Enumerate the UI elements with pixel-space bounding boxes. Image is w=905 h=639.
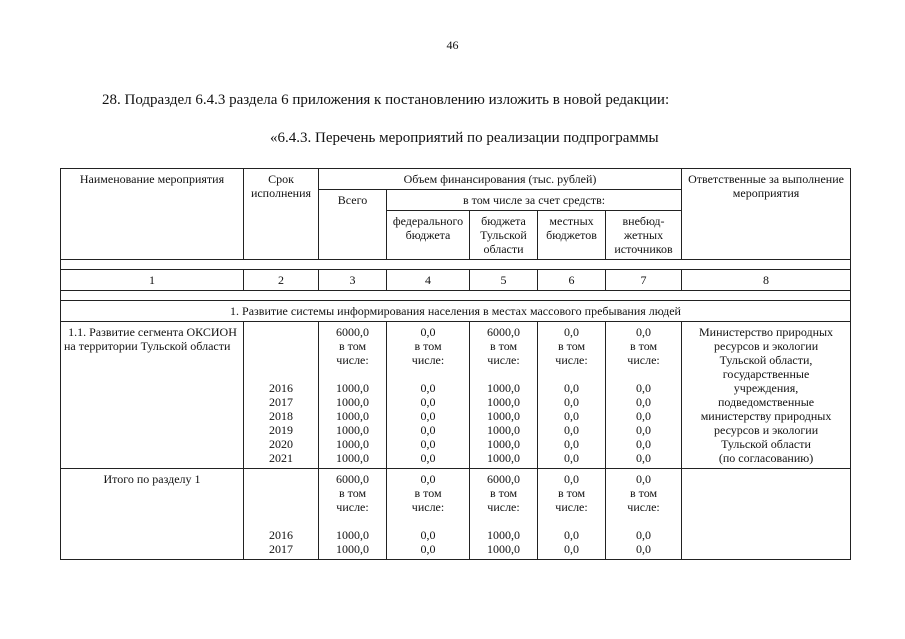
year-value: 0,0 xyxy=(420,423,436,437)
including-note: числе: xyxy=(411,500,445,514)
col-number: 5 xyxy=(470,270,538,291)
years-cell xyxy=(244,469,319,560)
year-value: 0,0 xyxy=(420,381,436,395)
including-note: в том xyxy=(489,486,518,500)
year-value: 1000,0 xyxy=(487,451,520,465)
header-funding: Объем финансирования (тыс. рублей) xyxy=(319,169,682,190)
year-value: 1000,0 xyxy=(336,437,369,451)
activities-table xyxy=(60,168,851,560)
year: 2018 xyxy=(269,409,293,423)
including-note: в том xyxy=(414,339,442,353)
year-value: 0,0 xyxy=(420,528,436,542)
year-value: 0,0 xyxy=(564,381,579,395)
col-number: 8 xyxy=(682,270,851,291)
year-value: 0,0 xyxy=(420,437,436,451)
section-title: 1. Развитие системы информирования населения в местах массового пребывания людей xyxy=(61,301,851,322)
year-value: 0,0 xyxy=(420,409,436,423)
year-value: 0,0 xyxy=(420,395,436,409)
sum-value: 0,0 xyxy=(636,472,652,486)
header-local: местных бюджетов xyxy=(538,211,606,260)
responsible-cell-empty xyxy=(682,469,851,560)
including-note: числе: xyxy=(487,353,520,367)
year: 2020 xyxy=(269,437,293,451)
header-responsible: Ответственные за выполнение мероприятия xyxy=(682,169,851,260)
year-value: 1000,0 xyxy=(336,451,369,465)
federal-cell xyxy=(387,469,470,560)
years-cell xyxy=(244,322,319,469)
section-heading: «6.4.3. Перечень мероприятий по реализации подпрограммы xyxy=(270,130,659,146)
including-note: в том xyxy=(489,339,518,353)
including-note: числе: xyxy=(555,500,588,514)
sum-value: 6000,0 xyxy=(336,472,369,486)
col-number: 7 xyxy=(606,270,682,291)
including-note: в том xyxy=(629,486,658,500)
year-value: 0,0 xyxy=(636,381,652,395)
year-value: 1000,0 xyxy=(336,528,369,542)
federal-cell xyxy=(387,322,470,469)
year-value: 0,0 xyxy=(636,409,652,423)
year-value: 1000,0 xyxy=(336,423,369,437)
year: 2017 xyxy=(269,542,293,556)
year-value: 0,0 xyxy=(636,395,652,409)
sum-value: 0,0 xyxy=(420,472,436,486)
year-value: 0,0 xyxy=(564,423,579,437)
including-note: числе: xyxy=(336,500,369,514)
year: 2017 xyxy=(269,395,293,409)
year-value: 1000,0 xyxy=(336,395,369,409)
sum-value: 0,0 xyxy=(420,325,436,339)
numbers-gap xyxy=(61,291,851,301)
regional-cell xyxy=(470,322,538,469)
year-value: 0,0 xyxy=(636,423,652,437)
year-value: 1000,0 xyxy=(487,542,520,556)
including-note: в том xyxy=(414,486,442,500)
local-cell xyxy=(538,469,606,560)
extra-cell xyxy=(606,322,682,469)
sum-value: 0,0 xyxy=(564,325,579,339)
table-row xyxy=(61,322,851,469)
year-value: 0,0 xyxy=(636,542,652,556)
year-value: 0,0 xyxy=(564,542,579,556)
year-value: 0,0 xyxy=(636,528,652,542)
year: 2019 xyxy=(269,423,293,437)
including-note: в том xyxy=(338,486,367,500)
year-value: 0,0 xyxy=(564,409,579,423)
regional-cell xyxy=(470,469,538,560)
including-note: в том xyxy=(629,339,658,353)
table-row xyxy=(61,469,851,560)
sum-value: 6000,0 xyxy=(336,325,369,339)
year: 2021 xyxy=(269,451,293,465)
including-note: в том xyxy=(338,339,367,353)
year-value: 0,0 xyxy=(420,542,436,556)
header-term: Срок исполнения xyxy=(244,169,319,260)
including-note: числе: xyxy=(627,353,660,367)
year-value: 0,0 xyxy=(564,451,579,465)
including-note: числе: xyxy=(336,353,369,367)
amendment-paragraph: 28. Подраздел 6.4.3 раздела 6 приложения к постановлению изложить в новой редакции: xyxy=(102,92,670,108)
col-number: 6 xyxy=(538,270,606,291)
year-value: 0,0 xyxy=(420,451,436,465)
year-value: 0,0 xyxy=(564,437,579,451)
year-value: 0,0 xyxy=(636,437,652,451)
sum-value: 0,0 xyxy=(636,325,652,339)
including-note: числе: xyxy=(411,353,445,367)
extra-cell xyxy=(606,469,682,560)
col-number: 4 xyxy=(387,270,470,291)
including-note: числе: xyxy=(555,353,588,367)
total-label: Итого по разделу 1 xyxy=(61,469,244,560)
header-federal: федерального бюджета xyxy=(387,211,470,260)
sum-value: 6000,0 xyxy=(487,325,520,339)
year-value: 1000,0 xyxy=(487,395,520,409)
col-number: 1 xyxy=(61,270,244,291)
year-value: 1000,0 xyxy=(487,528,520,542)
col-number: 3 xyxy=(319,270,387,291)
sum-value: 0,0 xyxy=(564,472,579,486)
year: 2016 xyxy=(269,381,293,395)
year-value: 0,0 xyxy=(636,451,652,465)
header-regional: бюджета Тульской области xyxy=(470,211,538,260)
year-value: 1000,0 xyxy=(336,542,369,556)
year-value: 1000,0 xyxy=(487,423,520,437)
header-gap xyxy=(61,260,851,270)
total-cell xyxy=(319,469,387,560)
year-value: 1000,0 xyxy=(336,409,369,423)
header-including: в том числе за счет средств: xyxy=(387,190,682,211)
header-name: Наименование мероприятия xyxy=(61,169,244,260)
col-number: 2 xyxy=(244,270,319,291)
year-value: 1000,0 xyxy=(336,381,369,395)
responsible-cell: Министерство природных ресурсов и экологии Тульской области, государственные учреждения, подведомственные министерству природных ресурсов и экологии Тульской области (по согласованию) xyxy=(682,322,851,469)
year: 2016 xyxy=(269,528,293,542)
total-cell xyxy=(319,322,387,469)
including-note: числе: xyxy=(487,500,520,514)
header-extra: внебюд-жетных источников xyxy=(606,211,682,260)
sum-value: 6000,0 xyxy=(487,472,520,486)
including-note: в том xyxy=(557,486,586,500)
including-note: в том xyxy=(557,339,586,353)
year-value: 0,0 xyxy=(564,395,579,409)
activity-name: 1.1. Развитие сегмента ОКСИОН на территории Тульской области xyxy=(61,322,244,469)
page-number: 46 xyxy=(446,38,459,52)
header-total: Всего xyxy=(319,190,387,260)
local-cell xyxy=(538,322,606,469)
year-value: 1000,0 xyxy=(487,409,520,423)
year-value: 1000,0 xyxy=(487,437,520,451)
year-value: 1000,0 xyxy=(487,381,520,395)
including-note: числе: xyxy=(627,500,660,514)
year-value: 0,0 xyxy=(564,528,579,542)
